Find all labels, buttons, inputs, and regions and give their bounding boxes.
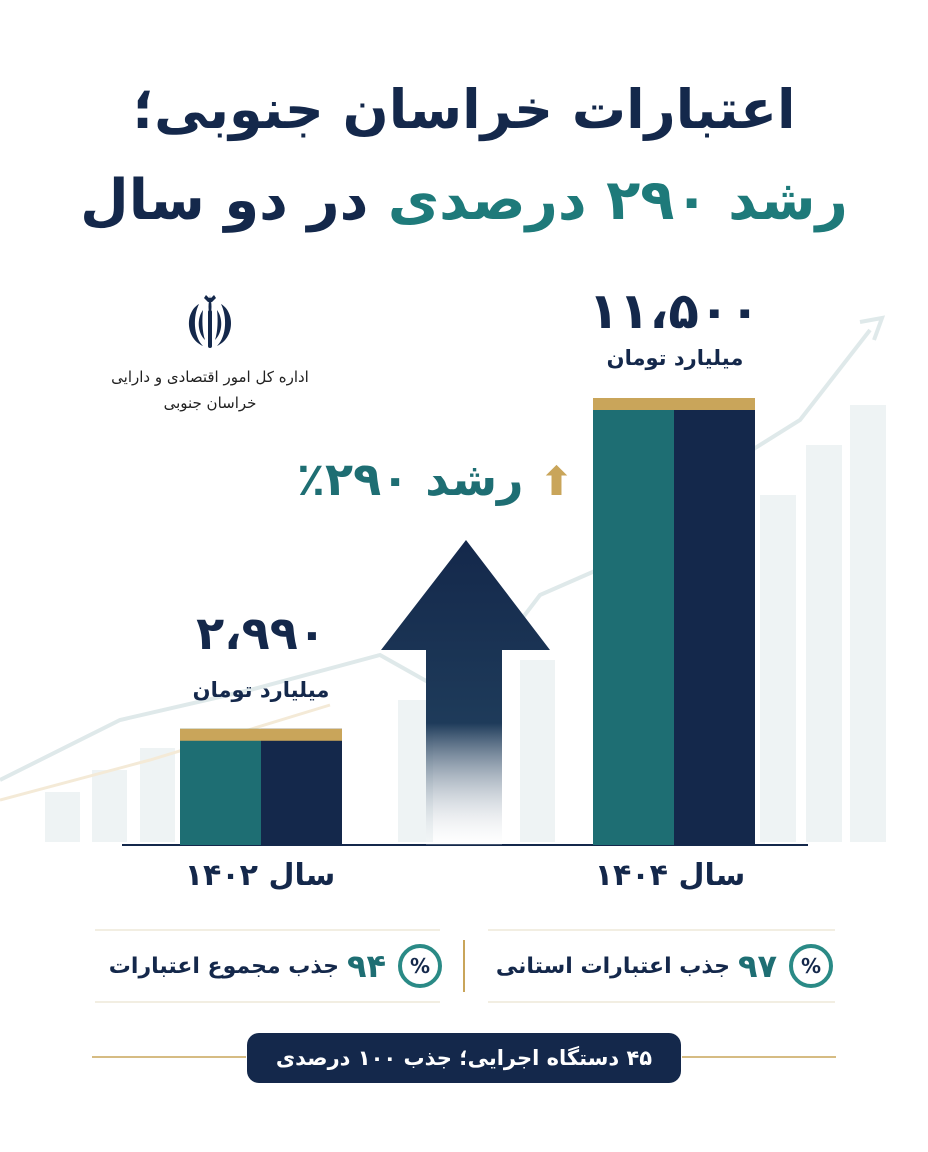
stat-total bbox=[109, 930, 442, 1002]
x-tick-label: سال ۱۴۰۲ bbox=[184, 858, 336, 893]
logo-line-2: خراسان جنوبی bbox=[163, 394, 257, 412]
stat-text: جذب اعتبارات استانی bbox=[495, 953, 730, 979]
percent-icon: % bbox=[398, 944, 442, 988]
up-arrow-icon: ⬆ bbox=[539, 459, 574, 505]
x-tick-label: سال ۱۴۰۴ bbox=[594, 858, 746, 893]
title-accent: رشد ۲۹۰ درصدی bbox=[387, 168, 848, 233]
stat-value: ۹۷ bbox=[737, 947, 777, 985]
growth-label: رشد ۲۹۰٪ bbox=[296, 452, 524, 506]
percent-icon: % bbox=[789, 944, 833, 988]
bar-unit-label: میلیارد تومان bbox=[192, 678, 330, 702]
title-rest: در دو سال bbox=[80, 168, 388, 233]
footer-pill: ۴۵ دستگاه اجرایی؛ جذب ۱۰۰ درصدی bbox=[247, 1033, 681, 1083]
bar-value-label: ۲،۹۹۰ bbox=[196, 606, 326, 660]
title-line-1: اعتبارات خراسان جنوبی؛ bbox=[132, 78, 796, 141]
stat-text: جذب مجموع اعتبارات bbox=[108, 953, 339, 979]
bar-value-label: ۱۱،۵۰۰ bbox=[588, 282, 760, 340]
stat-provincial bbox=[496, 930, 833, 1002]
stat-value: ۹۴ bbox=[346, 947, 386, 985]
logo-line-1: اداره کل امور اقتصادی و دارایی bbox=[111, 368, 309, 386]
bar-unit-label: میلیارد تومان bbox=[606, 346, 744, 370]
